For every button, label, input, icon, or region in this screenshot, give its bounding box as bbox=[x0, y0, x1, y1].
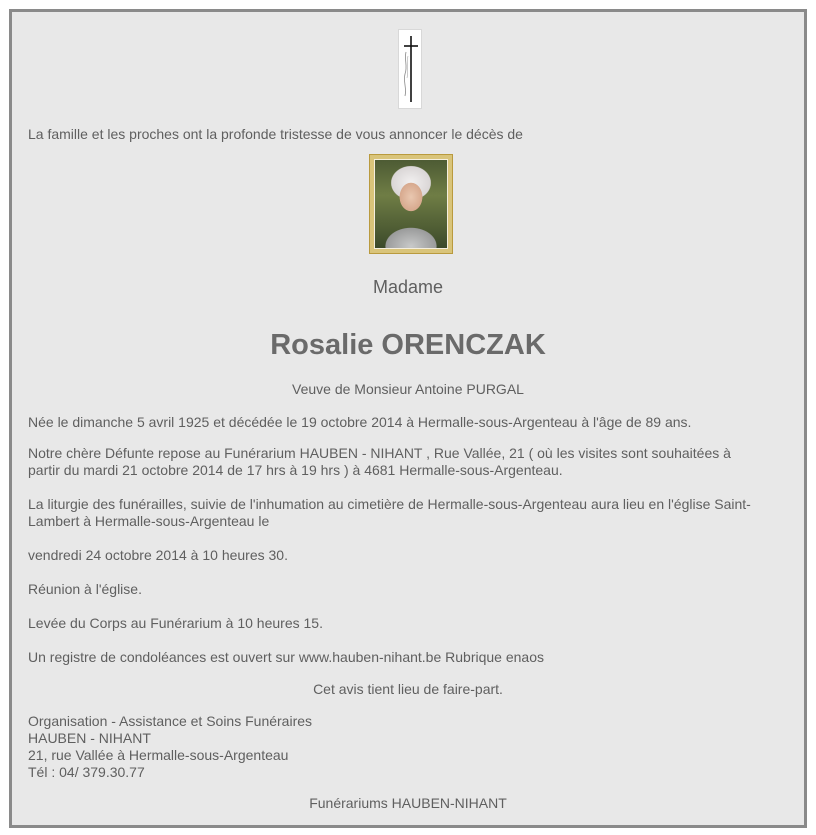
organisation-line-2: HAUBEN - NIHANT bbox=[28, 730, 151, 746]
portrait-image bbox=[374, 159, 448, 249]
organisation-line-1: Organisation - Assistance et Soins Funéraires bbox=[28, 713, 313, 729]
spouse-line: Veuve de Monsieur Antoine PURGAL bbox=[292, 381, 524, 397]
death-notice-card bbox=[9, 9, 807, 828]
cross-icon bbox=[398, 29, 422, 109]
liturgy-line-1: La liturgie des funérailles, suivie de l'inhumation au cimetière de Hermalle-sous-Argenteau aura lieu en l'église Saint- bbox=[28, 496, 751, 512]
repose-line-2: partir du mardi 21 octobre 2014 de 17 hrs à 19 hrs ) à 4681 Hermalle-sous-Argenteau. bbox=[28, 462, 563, 478]
cross-icon-graphic bbox=[399, 30, 421, 108]
birth-death-line: Née le dimanche 5 avril 1925 et décédée le 19 octobre 2014 à Hermalle-sous-Argenteau à l'âge de 89 ans. bbox=[28, 414, 692, 430]
notice-line: Cet avis tient lieu de faire-part. bbox=[313, 681, 503, 697]
organisation-address: 21, rue Vallée à Hermalle-sous-Argenteau bbox=[28, 747, 289, 763]
deceased-name: Rosalie ORENCZAK bbox=[270, 329, 546, 361]
repose-line-1: Notre chère Défunte repose au Funérarium HAUBEN - NIHANT , Rue Vallée, 21 ( où les visites sont souhaitées à bbox=[28, 445, 731, 461]
liturgy-line-2: Lambert à Hermalle-sous-Argenteau le bbox=[28, 513, 270, 529]
intro-text: La famille et les proches ont la profonde tristesse de vous annoncer le décès de bbox=[28, 126, 523, 142]
reunion-line: Réunion à l'église. bbox=[28, 581, 142, 597]
deceased-photo bbox=[369, 154, 453, 254]
footer-text: Funérariums HAUBEN-NIHANT bbox=[309, 795, 507, 811]
honorific: Madame bbox=[372, 277, 444, 297]
registre-line: Un registre de condoléances est ouvert sur www.hauben-nihant.be Rubrique enaos bbox=[28, 649, 544, 665]
service-date: vendredi 24 octobre 2014 à 10 heures 30. bbox=[28, 547, 288, 563]
organisation-phone: Tél : 04/ 379.30.77 bbox=[28, 764, 145, 780]
levee-line: Levée du Corps au Funérarium à 10 heures 15. bbox=[28, 615, 323, 631]
